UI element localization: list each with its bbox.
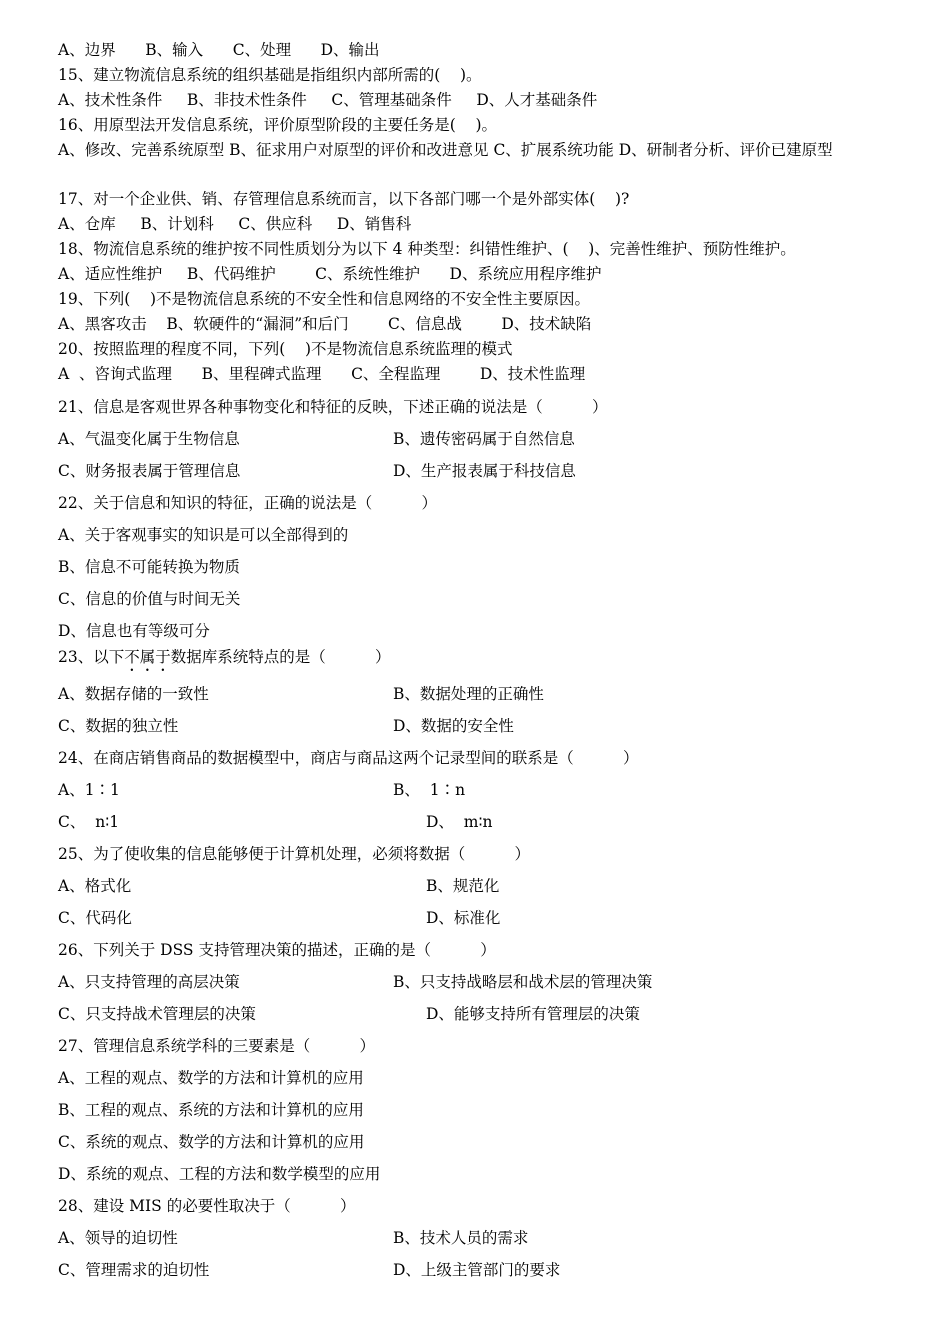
question-17: 17、对一个企业供、销、存管理信息系统而言，以下各部门哪一个是外部实体( )? bbox=[58, 190, 630, 208]
question-16: 16、用原型法开发信息系统，评价原型阶段的主要任务是( )。 bbox=[58, 116, 498, 134]
q28-option-d: D、上级主管部门的要求 bbox=[393, 1261, 561, 1279]
question-24: 24、在商店销售商品的数据模型中，商店与商品这两个记录型间的联系是（ ） bbox=[58, 749, 639, 767]
q26-option-c: C、只支持战术管理层的决策 bbox=[58, 1005, 256, 1023]
q24-option-d: D、 m∶n bbox=[426, 813, 493, 831]
q28-option-a: A、领导的迫切性 bbox=[58, 1229, 178, 1247]
question-28: 28、建设 MIS 的必要性取决于（ ） bbox=[58, 1197, 356, 1215]
q22-option-b: B、信息不可能转换为物质 bbox=[58, 558, 240, 576]
q22-option-d: D、信息也有等级可分 bbox=[58, 622, 210, 640]
q27-option-a: A、工程的观点、数学的方法和计算机的应用 bbox=[58, 1069, 364, 1087]
q21-option-d: D、生产报表属于科技信息 bbox=[393, 462, 576, 480]
q27-option-b: B、工程的观点、系统的方法和计算机的应用 bbox=[58, 1101, 364, 1119]
question-20: 20、按照监理的程度不同，下列( )不是物流信息系统监理的模式 bbox=[58, 340, 513, 358]
q19-options: A、黑客攻击 B、软硬件的“漏洞”和后门 C、信息战 D、技术缺陷 bbox=[58, 315, 592, 333]
question-22: 22、关于信息和知识的特征，正确的说法是（ ） bbox=[58, 494, 437, 512]
q15-options: A、技术性条件 B、非技术性条件 C、管理基础条件 D、人才基础条件 bbox=[58, 91, 598, 109]
question-25: 25、为了使收集的信息能够便于计算机处理，必须将数据（ ） bbox=[58, 845, 530, 863]
q23-option-b: B、数据处理的正确性 bbox=[393, 685, 544, 703]
question-19: 19、下列( )不是物流信息系统的不安全性和信息网络的不安全性主要原因。 bbox=[58, 290, 591, 308]
q23-option-c: C、数据的独立性 bbox=[58, 717, 179, 735]
question-18: 18、物流信息系统的维护按不同性质划分为以下 4 种类型：纠错性维护、( )、完善性维护、预防性维护。 bbox=[58, 240, 796, 258]
q14-options: A、边界 B、输入 C、处理 D、输出 bbox=[58, 41, 380, 59]
q26-option-a: A、只支持管理的高层决策 bbox=[58, 973, 240, 991]
q16-options: A、修改、完善系统原型 B、征求用户对原型的评价和改进意见 C、扩展系统功能 D、研制者分析、评价已建原型 bbox=[58, 141, 833, 159]
q21-option-a: A、气温变化属于生物信息 bbox=[58, 430, 240, 448]
question-21: 21、信息是客观世界各种事物变化和特征的反映，下述正确的说法是（ ） bbox=[58, 398, 608, 416]
q20-options: A 、咨询式监理 B、里程碑式监理 C、全程监理 D、技术性监理 bbox=[58, 365, 586, 383]
q25-option-d: D、标准化 bbox=[426, 909, 501, 927]
q28-option-b: B、技术人员的需求 bbox=[393, 1229, 529, 1247]
q23-emphasis: 不属于 bbox=[124, 648, 171, 666]
q17-options: A、仓库 B、计划科 C、供应科 D、销售科 bbox=[58, 215, 412, 233]
q27-option-c: C、系统的观点、数学的方法和计算机的应用 bbox=[58, 1133, 365, 1151]
q25-option-a: A、格式化 bbox=[58, 877, 132, 895]
q23-suffix: 数据库系统特点的是（ ） bbox=[170, 648, 391, 666]
q25-option-c: C、代码化 bbox=[58, 909, 132, 927]
q23-prefix: 23、以下 bbox=[58, 648, 125, 666]
question-26: 26、下列关于 DSS 支持管理决策的描述，正确的是（ ） bbox=[58, 941, 496, 959]
q26-option-b: B、只支持战略层和战术层的管理决策 bbox=[393, 973, 653, 991]
q18-options: A、适应性维护 B、代码维护 C、系统性维护 D、系统应用程序维护 bbox=[58, 265, 602, 283]
q28-option-c: C、管理需求的迫切性 bbox=[58, 1261, 210, 1279]
question-23 bbox=[58, 646, 391, 675]
q24-option-a: A、1∶1 bbox=[58, 781, 120, 799]
q22-option-a: A、关于客观事实的知识是可以全部得到的 bbox=[58, 526, 349, 544]
q23-option-a: A、数据存储的一致性 bbox=[58, 685, 209, 703]
q24-option-c: C、 n∶1 bbox=[58, 813, 120, 831]
q22-option-c: C、信息的价值与时间无关 bbox=[58, 590, 241, 608]
q24-option-b: B、 1∶n bbox=[393, 781, 466, 799]
q23-option-d: D、数据的安全性 bbox=[393, 717, 514, 735]
q27-option-d: D、系统的观点、工程的方法和数学模型的应用 bbox=[58, 1165, 381, 1183]
q21-option-c: C、财务报表属于管理信息 bbox=[58, 462, 241, 480]
q26-option-d: D、能够支持所有管理层的决策 bbox=[426, 1005, 640, 1023]
q21-option-b: B、遗传密码属于自然信息 bbox=[393, 430, 575, 448]
question-27: 27、管理信息系统学科的三要素是（ ） bbox=[58, 1037, 375, 1055]
q25-option-b: B、规范化 bbox=[426, 877, 500, 895]
question-15: 15、建立物流信息系统的组织基础是指组织内部所需的( )。 bbox=[58, 66, 482, 84]
